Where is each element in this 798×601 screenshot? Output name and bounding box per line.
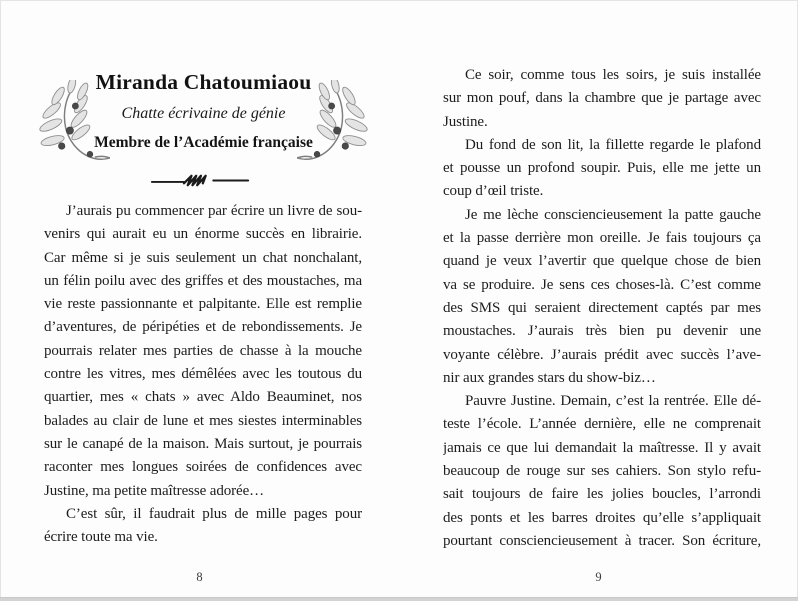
text-line: sur le canapé de la maison. Mais surtout, je pourrais: [44, 435, 362, 452]
chapter-title: Miranda Chatoumiaou: [95, 70, 312, 94]
paragraph: [44, 503, 362, 550]
text-line: sur mon pouf, dans la chambre que je partage avec: [443, 90, 761, 107]
chapter-subtitle: Chatte écrivaine de génie: [121, 105, 286, 122]
chapter-header: [26, 70, 381, 152]
paragraph: [443, 134, 761, 204]
text-line: Pauvre Justine. Demain, c’est la rentrée. Elle dé-: [465, 393, 761, 410]
text-line: un félin poilu avec des griffes et des moustaches, ma: [44, 272, 362, 289]
text-line: Justine.: [443, 113, 488, 130]
text-line: quartier, mes « chats » avec Aldo Beauminet, nos: [44, 389, 362, 406]
text-line: va se produire. Je sens ces choses-là. C’est comme: [443, 276, 761, 293]
paragraph: [443, 390, 761, 553]
rope-twist-divider: [0, 172, 399, 194]
text-line: Car même si je suis seulement un chat nonchalant,: [44, 249, 362, 266]
page-number: 8: [196, 570, 203, 584]
text-line: sait toujours de faire les jolies boucles, l’arrondi: [443, 486, 761, 503]
text-line: jamais ce que lui demandait la maîtresse. Il y avait: [443, 439, 761, 456]
chapter-affiliation: Membre de l’Académie française: [94, 134, 313, 151]
text-line: balades au clair de lune et mes siestes interminables: [44, 412, 362, 429]
text-line: d’aventures, de péripéties et de rebondissements. Je: [44, 319, 362, 336]
page-bottom-edge: [0, 597, 798, 601]
text-line: quand je veux l’avertir que quelque chose de bien: [443, 253, 761, 270]
text-line: des SMS qui seraient directement captés par mes: [443, 299, 761, 316]
text-line: écrire toute ma vie.: [44, 529, 158, 546]
text-line: C’est sûr, il faudrait plus de mille pages pour: [66, 505, 362, 522]
text-line: voyante célèbre. J’aurais prédit avec succès l’ave-: [443, 346, 761, 363]
text-line: pourrais relater mes parties de chasse à la mouche: [44, 342, 362, 359]
text-line: venirs qui aurait eu un énorme succès en librairie.: [44, 226, 362, 243]
page-body: [44, 200, 362, 549]
text-line: J’aurais pu commencer par écrire un livre de sou-: [66, 203, 362, 219]
text-line: nir aux grandes stars du show-biz…: [443, 369, 656, 386]
paragraph: [443, 64, 761, 134]
page-body: [443, 64, 761, 553]
text-line: vie reste passionnante et palpitante. Elle est remplie: [44, 296, 362, 313]
olive-branch-icon: [28, 80, 110, 172]
text-line: Du fond de son lit, la fillette regarde le plafond: [465, 136, 761, 153]
text-line: coup d’œil triste.: [443, 183, 544, 200]
text-line: contre les vitres, mes démêlées avec les toutous du: [44, 366, 362, 383]
paragraph: [443, 204, 761, 390]
paragraph: [44, 200, 362, 503]
text-line: et pousse un profond soupir. Puis, elle me jette un: [443, 160, 761, 177]
text-line: beaucoup de rouge sur ses cahiers. Son stylo refu-: [443, 463, 761, 480]
text-line: des ponts et les barres droites qu’elle s’appliquait: [443, 509, 761, 526]
text-line: Ce soir, comme tous les soirs, je suis installée: [465, 67, 761, 83]
text-line: moustaches. J’aurais très bien pu devenir une: [443, 323, 761, 340]
text-line: Justine, ma petite maîtresse adorée…: [44, 482, 265, 499]
page-number: 9: [595, 570, 602, 584]
text-line: pourtant consciencieusement à tracer. Son écriture,: [443, 532, 761, 549]
text-line: teste l’école. L’année dernière, elle ne comprenait: [443, 416, 761, 433]
right-page: [399, 0, 798, 601]
text-line: et la passe derrière mon oreille. Je fais toujours ça: [443, 230, 761, 247]
text-line: raconter mes longues soirées de confidences avec: [44, 459, 362, 476]
text-line: Je me lèche consciencieusement la patte gauche: [465, 206, 761, 223]
olive-branch-icon: [297, 80, 379, 172]
